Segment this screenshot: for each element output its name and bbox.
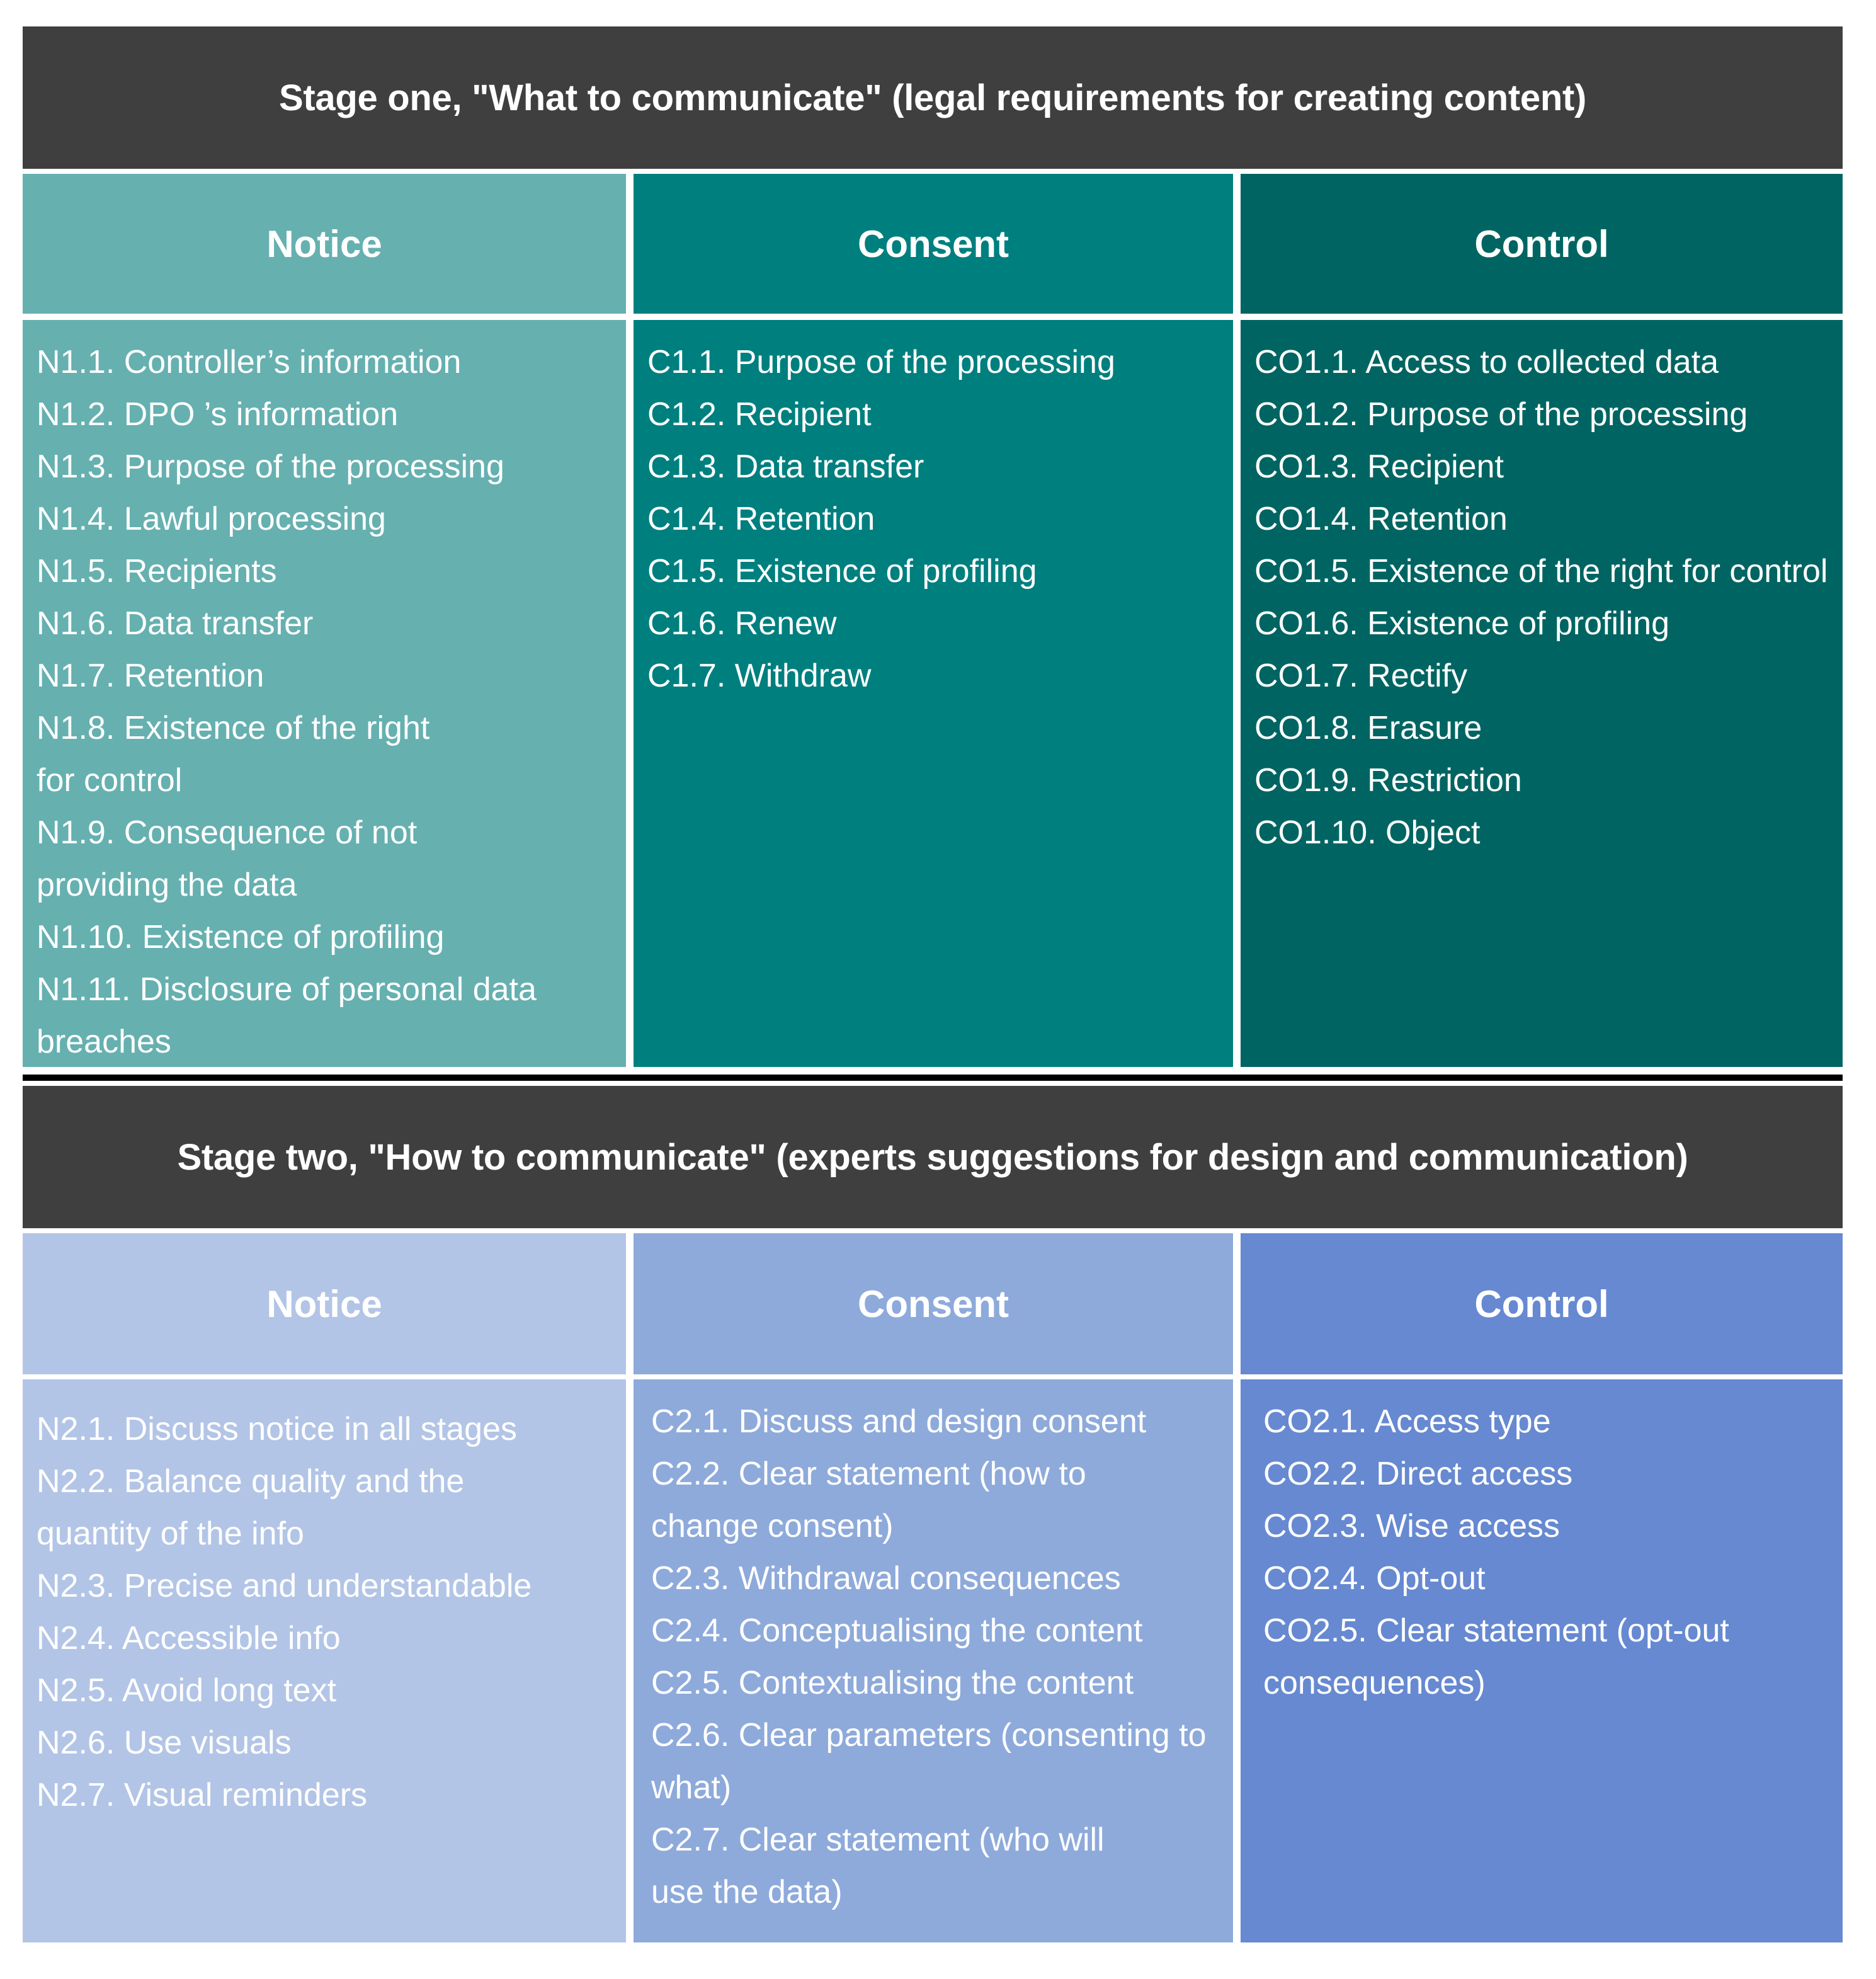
list-item: CO1.7. Rectify [1254, 658, 1468, 694]
list-item: N2.6. Use visuals [37, 1725, 292, 1761]
list-item: N2.7. Visual reminders [37, 1777, 368, 1813]
list-item: CO1.5. Existence of the right for control [1254, 553, 1828, 590]
list-item: C1.5. Existence of profiling [647, 553, 1037, 590]
list-item: CO1.8. Erasure [1254, 710, 1482, 746]
list-item: CO1.6. Existence of profiling [1254, 605, 1669, 642]
stage-one-header [23, 26, 1843, 169]
stage-one-control-heading: Control [1474, 222, 1609, 265]
stage-two-header [23, 1086, 1843, 1228]
list-item: N1.6. Data transfer [37, 605, 314, 642]
stage-two-consent-heading: Consent [858, 1282, 1009, 1325]
list-item: N1.5. Recipients [37, 553, 277, 590]
list-item: C2.4. Conceptualising the content [651, 1612, 1143, 1649]
list-item: C2.6. Clear parameters (consenting to what) [651, 1717, 1207, 1806]
list-item: C2.5. Contextualising the content [651, 1665, 1134, 1701]
list-item: N2.4. Accessible info [37, 1620, 341, 1657]
list-item: CO1.4. Retention [1254, 501, 1508, 537]
list-item: CO1.9. Restriction [1254, 762, 1522, 799]
stage-divider [23, 1075, 1843, 1081]
list-item: N1.7. Retention [37, 658, 264, 694]
list-item: N2.3. Precise and understandable [37, 1568, 532, 1604]
list-item: C1.3. Data transfer [647, 448, 924, 485]
stage-one-consent-header [634, 174, 1233, 314]
list-item: N2.2. Balance quality and the quantity of the info [37, 1463, 465, 1552]
list-item: C1.7. Withdraw [647, 658, 872, 694]
list-item: C1.6. Renew [647, 605, 837, 642]
list-item: CO2.3. Wise access [1263, 1508, 1560, 1544]
list-item: N1.3. Purpose of the processing [37, 448, 504, 485]
list-item: N1.1. Controller’s information [37, 344, 462, 380]
list-item: CO1.10. Object [1254, 814, 1481, 851]
list-item: CO1.3. Recipient [1254, 448, 1504, 485]
list-item: C1.4. Retention [647, 501, 875, 537]
list-item: C1.1. Purpose of the processing [647, 344, 1115, 380]
list-item: C2.3. Withdrawal consequences [651, 1560, 1121, 1597]
stage-two-consent-list [634, 1379, 1233, 1942]
stage-one-consent-list [634, 320, 1233, 1067]
list-item: C1.2. Recipient [647, 396, 872, 433]
stage-one-notice-heading: Notice [266, 222, 382, 265]
stage-two-control-list [1241, 1379, 1843, 1942]
stage-one-notice-header [23, 174, 626, 314]
stage-one-control-header [1241, 174, 1843, 314]
list-item: CO2.4. Opt-out [1263, 1560, 1486, 1597]
list-item: CO2.1. Access type [1263, 1403, 1551, 1440]
stage-two-notice-list [23, 1379, 626, 1942]
list-item: N1.9. Consequence of not providing the data [37, 814, 418, 903]
stage-two-control-header [1241, 1233, 1843, 1374]
list-item: C2.7. Clear statement (who will use the data) [651, 1822, 1105, 1910]
stage-two-control-heading: Control [1474, 1282, 1609, 1325]
stage-two-notice-header [23, 1233, 626, 1374]
stage-two-notice-heading: Notice [266, 1282, 382, 1325]
stage-one-consent-heading: Consent [858, 222, 1009, 265]
list-item: N2.5. Avoid long text [37, 1672, 337, 1709]
stage-one-notice-list [23, 320, 626, 1067]
list-item: N1.2. DPO ’s information [37, 396, 399, 433]
list-item: N1.8. Existence of the right for control [37, 710, 430, 799]
stage-one-control-list [1241, 320, 1843, 1067]
list-item: N1.4. Lawful processing [37, 501, 386, 537]
stage-two-title: Stage two, "How to communicate" (experts suggestions for design and communication) [177, 1136, 1688, 1178]
list-item: CO2.2. Direct access [1263, 1456, 1573, 1492]
list-item: C2.2. Clear statement (how to change consent) [651, 1456, 1086, 1544]
list-item: N1.11. Disclosure of personal data breaches [37, 971, 537, 1060]
stage-one-title: Stage one, "What to communicate" (legal requirements for creating content) [279, 77, 1586, 118]
list-item: CO2.5. Clear statement (opt-out consequences) [1263, 1612, 1729, 1701]
list-item: N1.10. Existence of profiling [37, 919, 445, 955]
list-item: N2.1. Discuss notice in all stages [37, 1411, 518, 1447]
list-item: C2.1. Discuss and design consent [651, 1403, 1147, 1440]
list-item: CO1.2. Purpose of the processing [1254, 396, 1748, 433]
stage-two-consent-header [634, 1233, 1233, 1374]
list-item: CO1.1. Access to collected data [1254, 344, 1719, 380]
